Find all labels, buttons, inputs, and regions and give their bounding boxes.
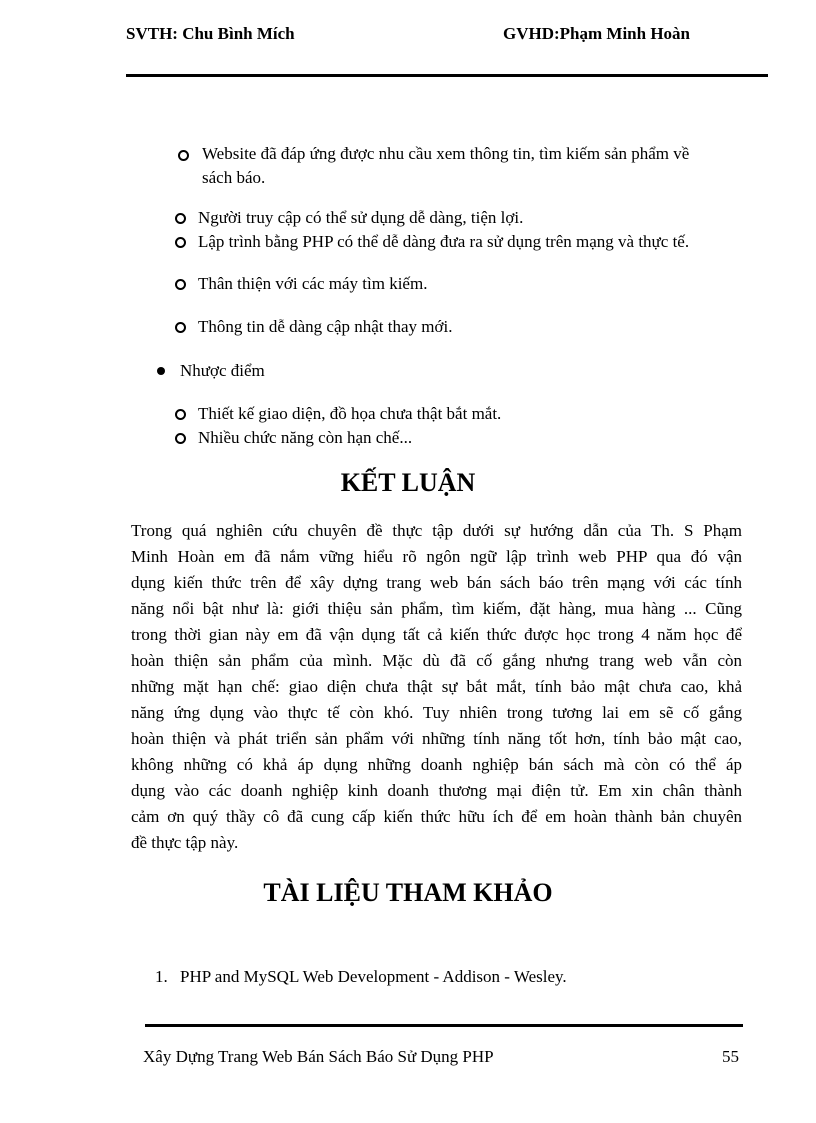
disadvantage-item: Thiết kế giao diện, đồ họa chưa thật bắt mắt. (198, 404, 502, 423)
circle-bullet-icon (175, 322, 186, 333)
conclusion-paragraph (131, 518, 742, 856)
advantage-item-continuation: sách báo. (202, 168, 266, 187)
paragraph-line: không những có khả áp dụng những doanh nghiệp bán sách mà còn có thể áp (131, 755, 742, 774)
conclusion-heading: KẾT LUẬN (340, 468, 476, 497)
circle-bullet-icon (175, 237, 186, 248)
header-student: SVTH: Chu Bình Mích (126, 24, 295, 43)
advantage-item: Người truy cập có thể sử dụng dễ dàng, tiện lợi. (198, 208, 524, 227)
disadvantage-item: Nhiều chức năng còn hạn chế... (198, 428, 413, 447)
paragraph-line: năng nổi bật như là: giới thiệu sản phẩm, tìm kiếm, đặt hàng, mua hàng ... Cũng (131, 599, 742, 618)
footer-divider (145, 1024, 743, 1027)
paragraph-line: dụng vào các doanh nghiệp kinh doanh thương mại điện tử. Em xin chân thành (131, 781, 742, 800)
paragraph-line: cảm ơn quý thầy cô đã cung cấp kiến thức hữu ích để em hoàn thành bản chuyên (131, 807, 742, 826)
references-heading: TÀI LIỆU THAM KHẢO (263, 878, 553, 907)
paragraph-line: dụng kiến thức trên để xây dựng trang web bán sách báo trên mạng với các tính (131, 573, 742, 592)
header-advisor: GVHD:Phạm Minh Hoàn (503, 24, 691, 43)
paragraph-line: hoàn thiện và phát triển sản phẩm với những tính năng tốt hơn, tính bảo mật cao, (131, 729, 742, 748)
advantage-item: Lập trình bằng PHP có thể dễ dàng đưa ra sử dụng trên mạng và thực tế. (198, 232, 690, 251)
paragraph-line: Trong quá nghiên cứu chuyên đề thực tập dưới sự hướng dẫn của Th. S Phạm (131, 521, 742, 540)
paragraph-line: năng ứng dụng vào thực tế còn khó. Tuy nhiên trong tương lai em sẽ cố gắng (131, 703, 742, 722)
paragraph-line: hoàn thiện sản phẩm của mình. Mặc dù đã cố gắng nhưng trang web vẫn còn (131, 651, 742, 670)
footer-title: Xây Dựng Trang Web Bán Sách Báo Sử Dụng PHP (143, 1047, 494, 1066)
advantage-item: Thông tin dễ dàng cập nhật thay mới. (198, 317, 453, 336)
circle-bullet-icon (175, 433, 186, 444)
paragraph-line: những mặt hạn chế: giao diện chưa thật sự bắt mắt, tính bảo mật chưa cao, khả (131, 677, 742, 696)
advantage-item: Thân thiện với các máy tìm kiếm. (198, 274, 428, 293)
paragraph-line: đề thực tập này. (131, 833, 239, 852)
circle-bullet-icon (175, 279, 186, 290)
circle-bullet-icon (175, 213, 186, 224)
circle-bullet-icon (178, 150, 189, 161)
header-divider (126, 74, 768, 77)
paragraph-line: trong thời gian này em đã vận dụng tất cả kiến thức được học trong 4 năm học để (131, 625, 742, 644)
filled-bullet-icon (157, 367, 165, 375)
paragraph-line: Minh Hoàn em đã nắm vững hiểu rõ ngôn ngữ lập trình web PHP qua đó vận (131, 547, 742, 566)
reference-number: 1. (155, 967, 168, 986)
advantage-item: Website đã đáp ứng được nhu cầu xem thông tin, tìm kiếm sản phẩm về (202, 144, 690, 163)
circle-bullet-icon (175, 409, 186, 420)
disadvantages-label: Nhược điểm (180, 361, 265, 380)
page-number: 55 (722, 1047, 739, 1066)
reference-item: PHP and MySQL Web Development - Addison - Wesley. (180, 967, 567, 986)
